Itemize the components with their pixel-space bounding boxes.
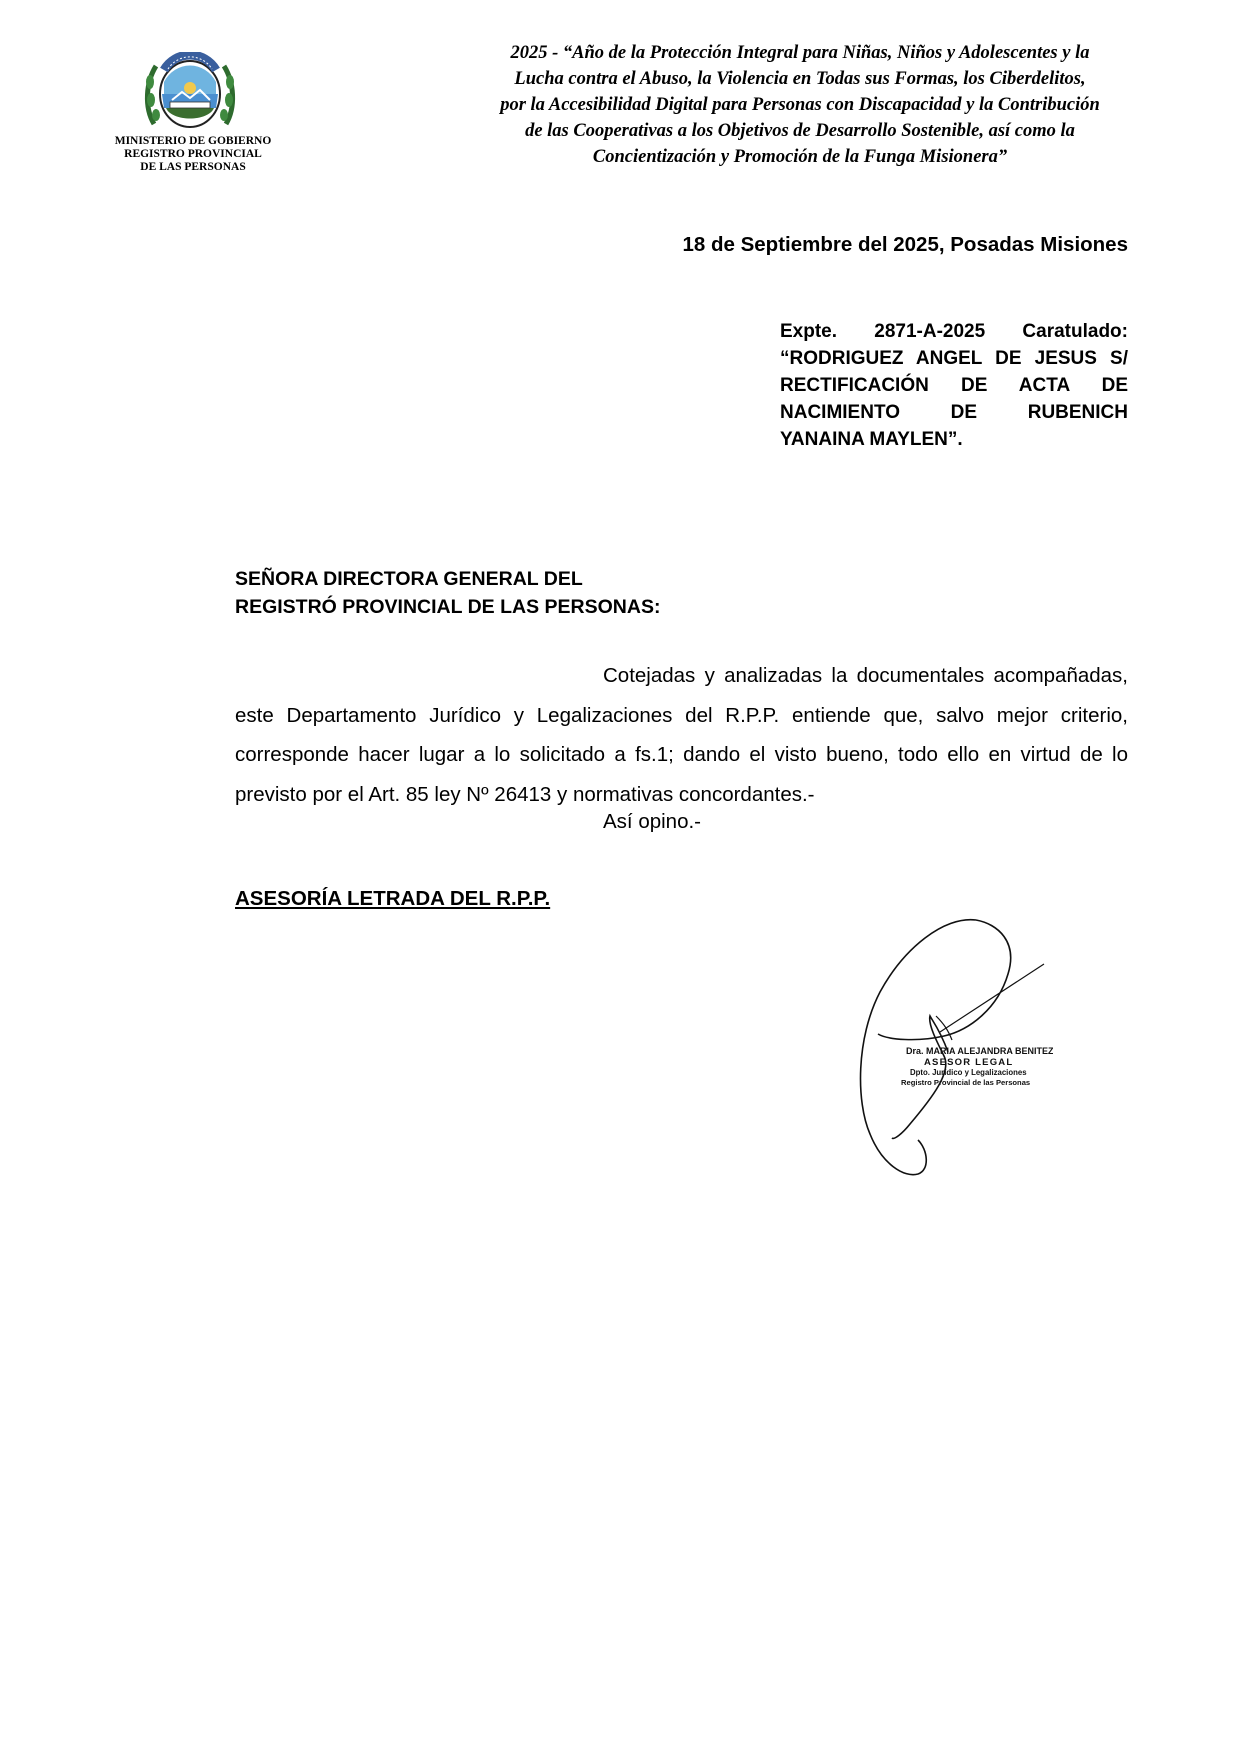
motto-line: 2025 - “Año de la Protección Integral para Niñas, Niños y Adolescentes y la <box>510 43 1090 63</box>
case-reference-line: YANAINA MAYLEN”. <box>780 429 963 450</box>
addressee-line: SEÑORA DIRECTORA GENERAL DEL <box>235 568 583 590</box>
case-reference-line: Expte. 2871-A-2025 Caratulado: <box>780 321 1128 342</box>
ministry-line: MINISTERIO DE GOBIERNO <box>114 135 272 147</box>
ministry-line: DE LAS PERSONAS <box>140 161 246 173</box>
case-reference-line: “RODRIGUEZ ANGEL DE JESUS S/ <box>780 348 1128 369</box>
closing-statement: Así opino.- <box>603 810 701 833</box>
motto-line: por la Accesibilidad Digital para Personas con Discapacidad y la Contribución <box>500 95 1100 115</box>
signature-stamp-line: Dpto. Jurídico y Legalizaciones <box>910 1068 1027 1077</box>
signature-stamp-line: Dra. MARIA ALEJANDRA BENITEZ <box>906 1046 1053 1056</box>
case-reference <box>780 318 1128 453</box>
provincial-crest-logo <box>142 52 238 132</box>
addressee <box>235 565 660 621</box>
handwritten-signature <box>848 912 1053 1184</box>
motto-line: Concientización y Promoción de la Funga Misionera” <box>592 147 1008 167</box>
ministry-header <box>108 135 278 174</box>
signature-office: ASESORÍA LETRADA DEL R.P.P. <box>235 887 551 910</box>
signature-stamp-line: Registro Provincial de las Personas <box>901 1078 1031 1087</box>
case-reference-line: RECTIFICACIÓN DE ACTA DE <box>780 375 1128 396</box>
official-year-motto <box>440 40 1160 170</box>
ministry-line: REGISTRO PROVINCIAL <box>124 148 262 160</box>
motto-line: Lucha contra el Abuso, la Violencia en Todas sus Formas, los Ciberdelitos, <box>514 69 1086 89</box>
signature-stamp-line: ASESOR LEGAL <box>924 1057 1014 1068</box>
body-paragraph: Cotejadas y analizadas la documentales acompañadas, este Departamento Jurídico y Legalizaciones del R.P.P. entiende que, salvo mejor criterio, corresponde hacer lugar a lo solicitado a fs.1; dando el visto bueno, todo ello en virtud de lo previsto por el Art. 85 ley Nº 26413 y normativas concordantes.- <box>235 664 1128 806</box>
motto-line: de las Cooperativas a los Objetivos de Desarrollo Sostenible, así como la <box>525 121 1075 141</box>
case-reference-line: NACIMIENTO DE RUBENICH <box>780 402 1128 423</box>
addressee-line: REGISTRÓ PROVINCIAL DE LAS PERSONAS: <box>235 596 661 618</box>
date-place: 18 de Septiembre del 2025, Posadas Misiones <box>682 233 1128 256</box>
